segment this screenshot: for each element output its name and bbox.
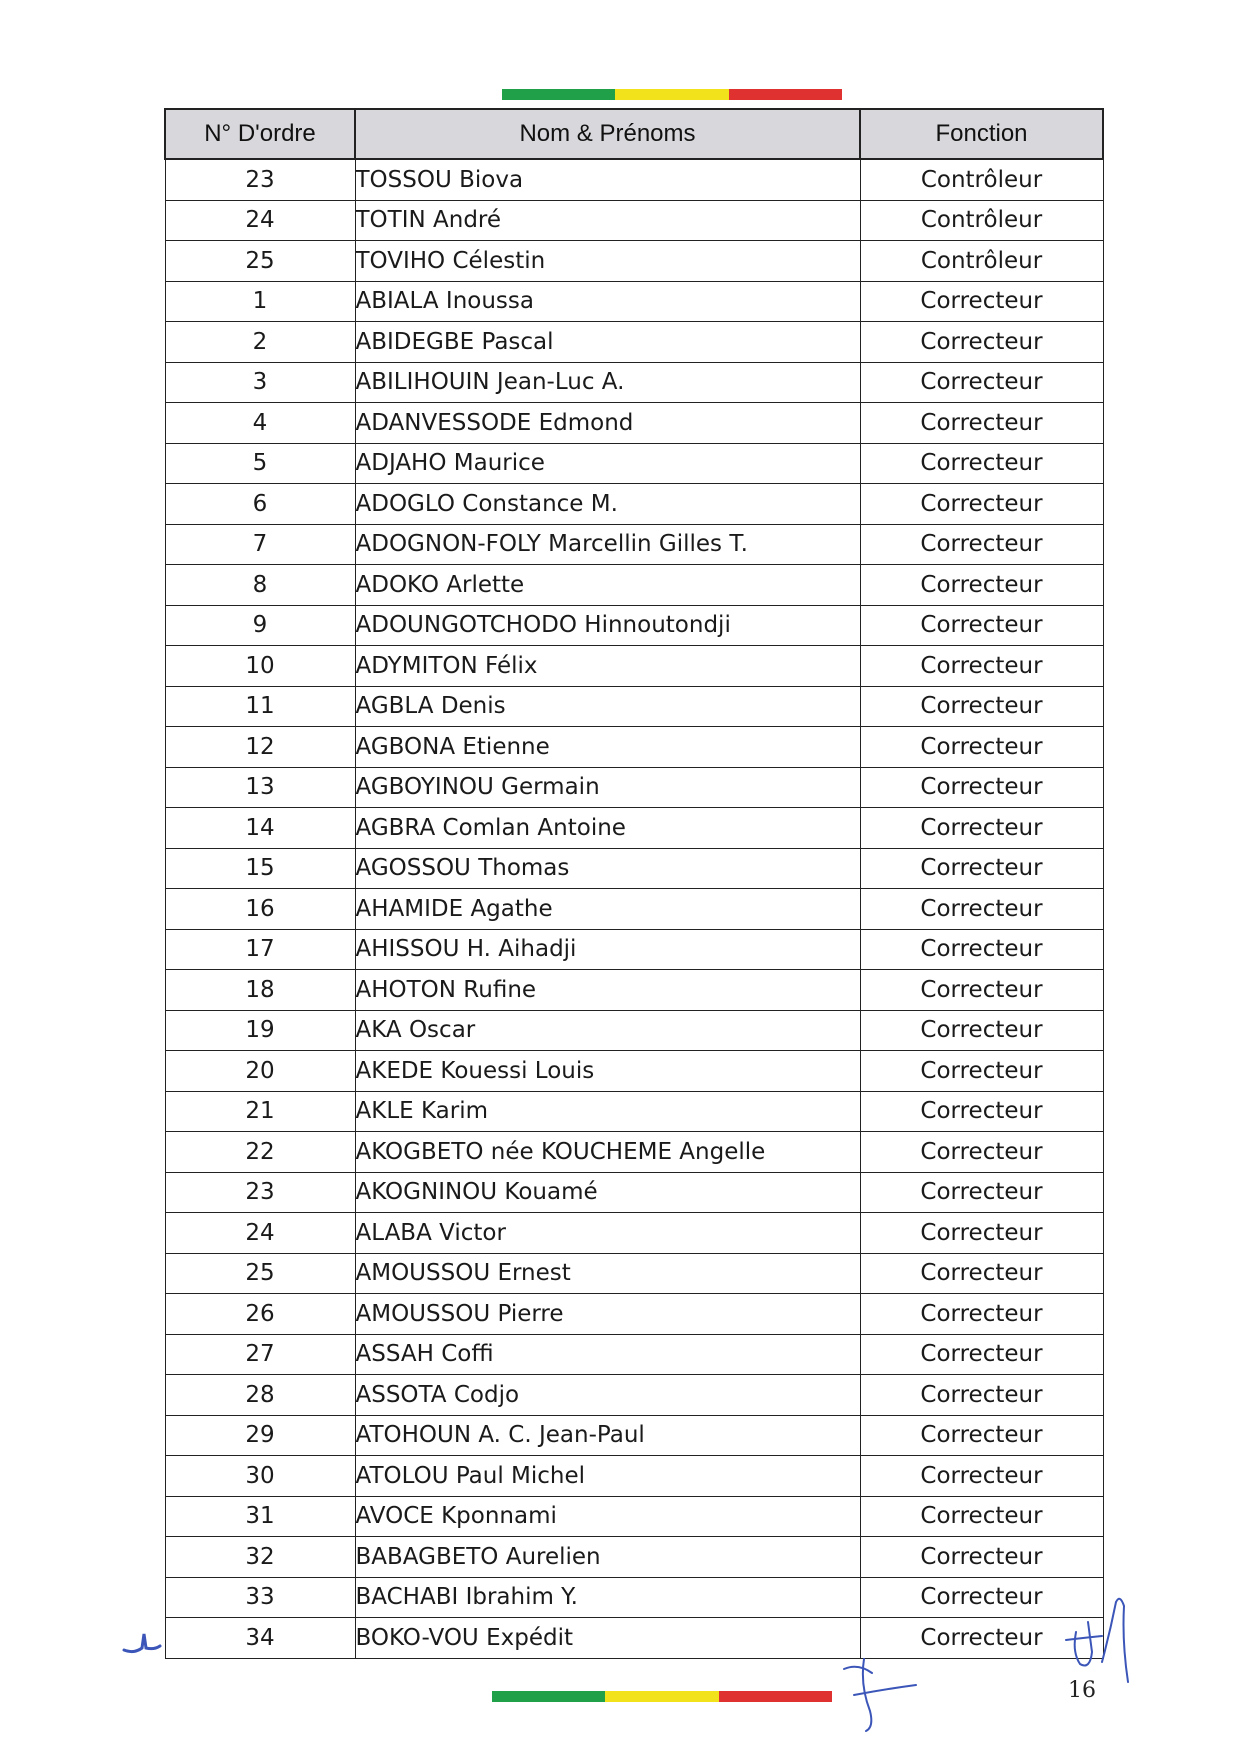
table-row bbox=[165, 1051, 1103, 1092]
cell-number: 34 bbox=[165, 1618, 355, 1659]
cell-function: Correcteur bbox=[860, 767, 1103, 808]
cell-function: Correcteur bbox=[860, 1172, 1103, 1213]
cell-name: ABIALA Inoussa bbox=[355, 281, 860, 322]
cell-function: Correcteur bbox=[860, 1213, 1103, 1254]
cell-name: ABILIHOUIN Jean-Luc A. bbox=[355, 362, 860, 403]
cell-function: Correcteur bbox=[860, 1415, 1103, 1456]
cell-number: 14 bbox=[165, 808, 355, 849]
cell-number: 7 bbox=[165, 524, 355, 565]
roster-table bbox=[164, 108, 1104, 1659]
cell-number: 25 bbox=[165, 1253, 355, 1294]
cell-name: ATOLOU Paul Michel bbox=[355, 1456, 860, 1497]
table-row bbox=[165, 1618, 1103, 1659]
cell-function: Correcteur bbox=[860, 362, 1103, 403]
cell-name: AGBOYINOU Germain bbox=[355, 767, 860, 808]
flag-green-stripe bbox=[492, 1691, 605, 1702]
cell-function: Correcteur bbox=[860, 1294, 1103, 1335]
cell-function: Contrôleur bbox=[860, 200, 1103, 241]
cell-function: Correcteur bbox=[860, 443, 1103, 484]
cell-name: ADJAHO Maurice bbox=[355, 443, 860, 484]
cell-number: 22 bbox=[165, 1132, 355, 1173]
cell-function: Correcteur bbox=[860, 524, 1103, 565]
cell-number: 30 bbox=[165, 1456, 355, 1497]
cell-name: AGBRA Comlan Antoine bbox=[355, 808, 860, 849]
table-row bbox=[165, 1496, 1103, 1537]
table-row bbox=[165, 322, 1103, 363]
cell-name: AKOGBETO née KOUCHEME Angelle bbox=[355, 1132, 860, 1173]
cell-function: Correcteur bbox=[860, 565, 1103, 606]
table-row bbox=[165, 241, 1103, 282]
table-row bbox=[165, 1375, 1103, 1416]
cell-name: AKOGNINOU Kouamé bbox=[355, 1172, 860, 1213]
cell-name: AKA Oscar bbox=[355, 1010, 860, 1051]
cell-name: ADOKO Arlette bbox=[355, 565, 860, 606]
cell-name: AMOUSSOU Ernest bbox=[355, 1253, 860, 1294]
cell-number: 26 bbox=[165, 1294, 355, 1335]
table-row bbox=[165, 1456, 1103, 1497]
table-row bbox=[165, 1415, 1103, 1456]
cell-name: ATOHOUN A. C. Jean-Paul bbox=[355, 1415, 860, 1456]
cell-name: ABIDEGBE Pascal bbox=[355, 322, 860, 363]
cell-function: Correcteur bbox=[860, 1456, 1103, 1497]
cell-name: ADOGLO Constance M. bbox=[355, 484, 860, 525]
cell-function: Correcteur bbox=[860, 686, 1103, 727]
header-name: Nom & Prénoms bbox=[355, 109, 860, 159]
cell-name: TOVIHO Célestin bbox=[355, 241, 860, 282]
cell-name: ADANVESSODE Edmond bbox=[355, 403, 860, 444]
cell-function: Correcteur bbox=[860, 1496, 1103, 1537]
table-row bbox=[165, 889, 1103, 930]
cell-number: 10 bbox=[165, 646, 355, 687]
cell-name: AKLE Karim bbox=[355, 1091, 860, 1132]
cell-number: 18 bbox=[165, 970, 355, 1011]
cell-number: 8 bbox=[165, 565, 355, 606]
cell-name: AKEDE Kouessi Louis bbox=[355, 1051, 860, 1092]
cell-function: Correcteur bbox=[860, 970, 1103, 1011]
cell-number: 2 bbox=[165, 322, 355, 363]
cell-number: 9 bbox=[165, 605, 355, 646]
cell-name: ALABA Victor bbox=[355, 1213, 860, 1254]
cell-name: BOKO-VOU Expédit bbox=[355, 1618, 860, 1659]
table-row bbox=[165, 200, 1103, 241]
cell-number: 24 bbox=[165, 1213, 355, 1254]
cell-name: ASSAH Coffi bbox=[355, 1334, 860, 1375]
cell-number: 23 bbox=[165, 1172, 355, 1213]
table-body bbox=[165, 159, 1103, 1658]
cell-name: AMOUSSOU Pierre bbox=[355, 1294, 860, 1335]
page-number: 16 bbox=[1068, 1678, 1096, 1703]
flag-yellow-stripe bbox=[605, 1691, 718, 1702]
cell-function: Correcteur bbox=[860, 1334, 1103, 1375]
flag-red-stripe bbox=[719, 1691, 832, 1702]
table-row bbox=[165, 1334, 1103, 1375]
cell-number: 13 bbox=[165, 767, 355, 808]
header-number: N° D'ordre bbox=[165, 109, 355, 159]
cell-number: 25 bbox=[165, 241, 355, 282]
flag-bar-bottom bbox=[492, 1691, 832, 1702]
cell-function: Correcteur bbox=[860, 1375, 1103, 1416]
flag-yellow-stripe bbox=[615, 89, 728, 100]
cell-function: Correcteur bbox=[860, 1537, 1103, 1578]
table-row bbox=[165, 605, 1103, 646]
table-row bbox=[165, 1172, 1103, 1213]
cell-function: Contrôleur bbox=[860, 159, 1103, 200]
cell-number: 16 bbox=[165, 889, 355, 930]
cell-function: Correcteur bbox=[860, 848, 1103, 889]
cell-function: Contrôleur bbox=[860, 241, 1103, 282]
flag-bar-top bbox=[502, 89, 842, 100]
cell-number: 31 bbox=[165, 1496, 355, 1537]
table-header-row bbox=[165, 109, 1103, 159]
cell-function: Correcteur bbox=[860, 1618, 1103, 1659]
table-row bbox=[165, 484, 1103, 525]
table-row bbox=[165, 524, 1103, 565]
cell-name: ADYMITON Félix bbox=[355, 646, 860, 687]
cell-number: 5 bbox=[165, 443, 355, 484]
signature-bottom-center bbox=[836, 1655, 936, 1735]
table-row bbox=[165, 1537, 1103, 1578]
cell-function: Correcteur bbox=[860, 1253, 1103, 1294]
cell-number: 32 bbox=[165, 1537, 355, 1578]
cell-number: 17 bbox=[165, 929, 355, 970]
table-row bbox=[165, 281, 1103, 322]
cell-function: Correcteur bbox=[860, 403, 1103, 444]
cell-number: 4 bbox=[165, 403, 355, 444]
cell-number: 6 bbox=[165, 484, 355, 525]
cell-name: AGBONA Etienne bbox=[355, 727, 860, 768]
cell-name: ADOUNGOTCHODO Hinnoutondji bbox=[355, 605, 860, 646]
table-row bbox=[165, 443, 1103, 484]
table-row bbox=[165, 767, 1103, 808]
cell-name: ASSOTA Codjo bbox=[355, 1375, 860, 1416]
cell-function: Correcteur bbox=[860, 605, 1103, 646]
header-function: Fonction bbox=[860, 109, 1103, 159]
table-row bbox=[165, 1577, 1103, 1618]
table-row bbox=[165, 1253, 1103, 1294]
table-row bbox=[165, 970, 1103, 1011]
cell-number: 3 bbox=[165, 362, 355, 403]
cell-name: AGBLA Denis bbox=[355, 686, 860, 727]
table-row bbox=[165, 1213, 1103, 1254]
cell-number: 29 bbox=[165, 1415, 355, 1456]
cell-function: Correcteur bbox=[860, 484, 1103, 525]
flag-red-stripe bbox=[729, 89, 842, 100]
cell-number: 28 bbox=[165, 1375, 355, 1416]
table-row bbox=[165, 1132, 1103, 1173]
cell-number: 20 bbox=[165, 1051, 355, 1092]
table-row bbox=[165, 565, 1103, 606]
cell-function: Correcteur bbox=[860, 727, 1103, 768]
cell-name: TOSSOU Biova bbox=[355, 159, 860, 200]
cell-function: Correcteur bbox=[860, 281, 1103, 322]
table-row bbox=[165, 1091, 1103, 1132]
cell-name: TOTIN André bbox=[355, 200, 860, 241]
cell-number: 19 bbox=[165, 1010, 355, 1051]
cell-function: Correcteur bbox=[860, 889, 1103, 930]
cell-name: AHOTON Rufine bbox=[355, 970, 860, 1011]
cell-function: Correcteur bbox=[860, 322, 1103, 363]
cell-number: 11 bbox=[165, 686, 355, 727]
cell-function: Correcteur bbox=[860, 1051, 1103, 1092]
table-row bbox=[165, 403, 1103, 444]
cell-function: Correcteur bbox=[860, 646, 1103, 687]
table-row bbox=[165, 929, 1103, 970]
cell-function: Correcteur bbox=[860, 808, 1103, 849]
initials-mark-left bbox=[120, 1628, 164, 1658]
cell-number: 15 bbox=[165, 848, 355, 889]
cell-name: BABAGBETO Aurelien bbox=[355, 1537, 860, 1578]
cell-name: BACHABI Ibrahim Y. bbox=[355, 1577, 860, 1618]
cell-function: Correcteur bbox=[860, 1577, 1103, 1618]
cell-function: Correcteur bbox=[860, 1091, 1103, 1132]
cell-number: 21 bbox=[165, 1091, 355, 1132]
table-row bbox=[165, 848, 1103, 889]
cell-function: Correcteur bbox=[860, 1132, 1103, 1173]
table-row bbox=[165, 686, 1103, 727]
table-row bbox=[165, 1010, 1103, 1051]
cell-function: Correcteur bbox=[860, 1010, 1103, 1051]
cell-number: 12 bbox=[165, 727, 355, 768]
flag-green-stripe bbox=[502, 89, 615, 100]
cell-name: AGOSSOU Thomas bbox=[355, 848, 860, 889]
cell-name: AHAMIDE Agathe bbox=[355, 889, 860, 930]
cell-number: 33 bbox=[165, 1577, 355, 1618]
table-row bbox=[165, 646, 1103, 687]
table-row bbox=[165, 808, 1103, 849]
cell-name: AVOCE Kponnami bbox=[355, 1496, 860, 1537]
cell-name: ADOGNON-FOLY Marcellin Gilles T. bbox=[355, 524, 860, 565]
cell-number: 1 bbox=[165, 281, 355, 322]
cell-number: 23 bbox=[165, 159, 355, 200]
table-row bbox=[165, 727, 1103, 768]
table-row bbox=[165, 362, 1103, 403]
cell-number: 27 bbox=[165, 1334, 355, 1375]
table-row bbox=[165, 159, 1103, 200]
cell-name: AHISSOU H. Aihadji bbox=[355, 929, 860, 970]
cell-function: Correcteur bbox=[860, 929, 1103, 970]
cell-number: 24 bbox=[165, 200, 355, 241]
table-row bbox=[165, 1294, 1103, 1335]
